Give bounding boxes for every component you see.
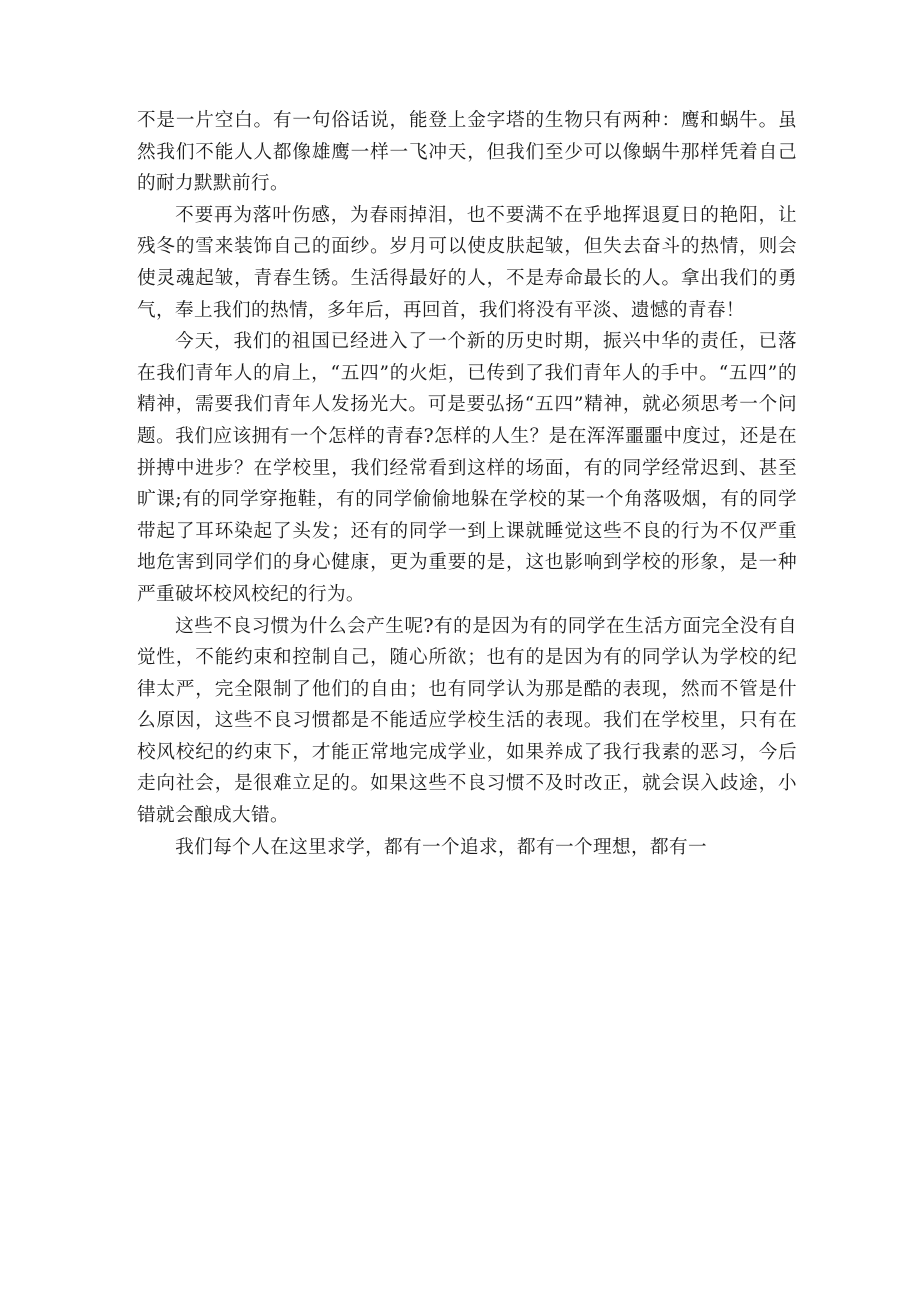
paragraph-5: 我们每个人在这里求学，都有一个追求，都有一个理想，都有一 [175,836,707,858]
paragraph-3: 今天，我们的祖国已经进入了一个新的历史时期，振兴中华的责任，已落在我们青年人的肩上，“五四”的火炬，已传到了我们青年人的手中。“五四”的精神，需要我们青年人发扬光大。可是要弘扬“五四”精神，就必须思考一个问题。我们应该拥有一个怎样的青春?怎样的人生？是在浑浑噩噩中度过，还是在拼搏中进步？在学校里，我们经常看到这样的场面，有的同学经常迟到、甚至旷课;有的同学穿拖鞋，有的同学偷偷地躲在学校的某一个角落吸烟，有的同学带起了耳环染起了头发；还有的同学一到上课就睡觉这些不良的行为不仅严重地危害到同学们的身心健康，更为重要的是，这也影响到学校的形象，是一种严重破坏校风校纪的行为。 [137,331,797,605]
paragraph-4: 这些不良习惯为什么会产生呢?有的是因为有的同学在生活方面完全没有自觉性，不能约束和控制自己，随心所欲；也有的是因为有的同学认为学校的纪律太严，完全限制了他们的自由；也有同学认为那是酷的表现，然而不管是什么原因，这些不良习惯都是不能适应学校生活的表现。我们在学校里，只有在校风校纪的约束下，才能正常地完成学业，如果养成了我行我素的恶习，今后走向社会，是很难立足的。如果这些不良习惯不及时改正，就会误入歧途，小错就会酿成大错。 [137,615,797,827]
document-body [137,105,797,863]
paragraph-2: 不要再为落叶伤感，为春雨掉泪，也不要满不在乎地挥退夏日的艳阳，让残冬的雪来装饰自己的面纱。岁月可以使皮肤起皱，但失去奋斗的热情，则会使灵魂起皱，青春生锈。生活得最好的人，不是寿命最长的人。拿出我们的勇气，奉上我们的热情，多年后，再回首，我们将没有平淡、遗憾的青春！ [137,204,797,321]
paragraph-1: 不是一片空白。有一句俗话说，能登上金字塔的生物只有两种：鹰和蜗牛。虽然我们不能人人都像雄鹰一样一飞冲天，但我们至少可以像蜗牛那样凭着自己的耐力默默前行。 [137,110,797,195]
